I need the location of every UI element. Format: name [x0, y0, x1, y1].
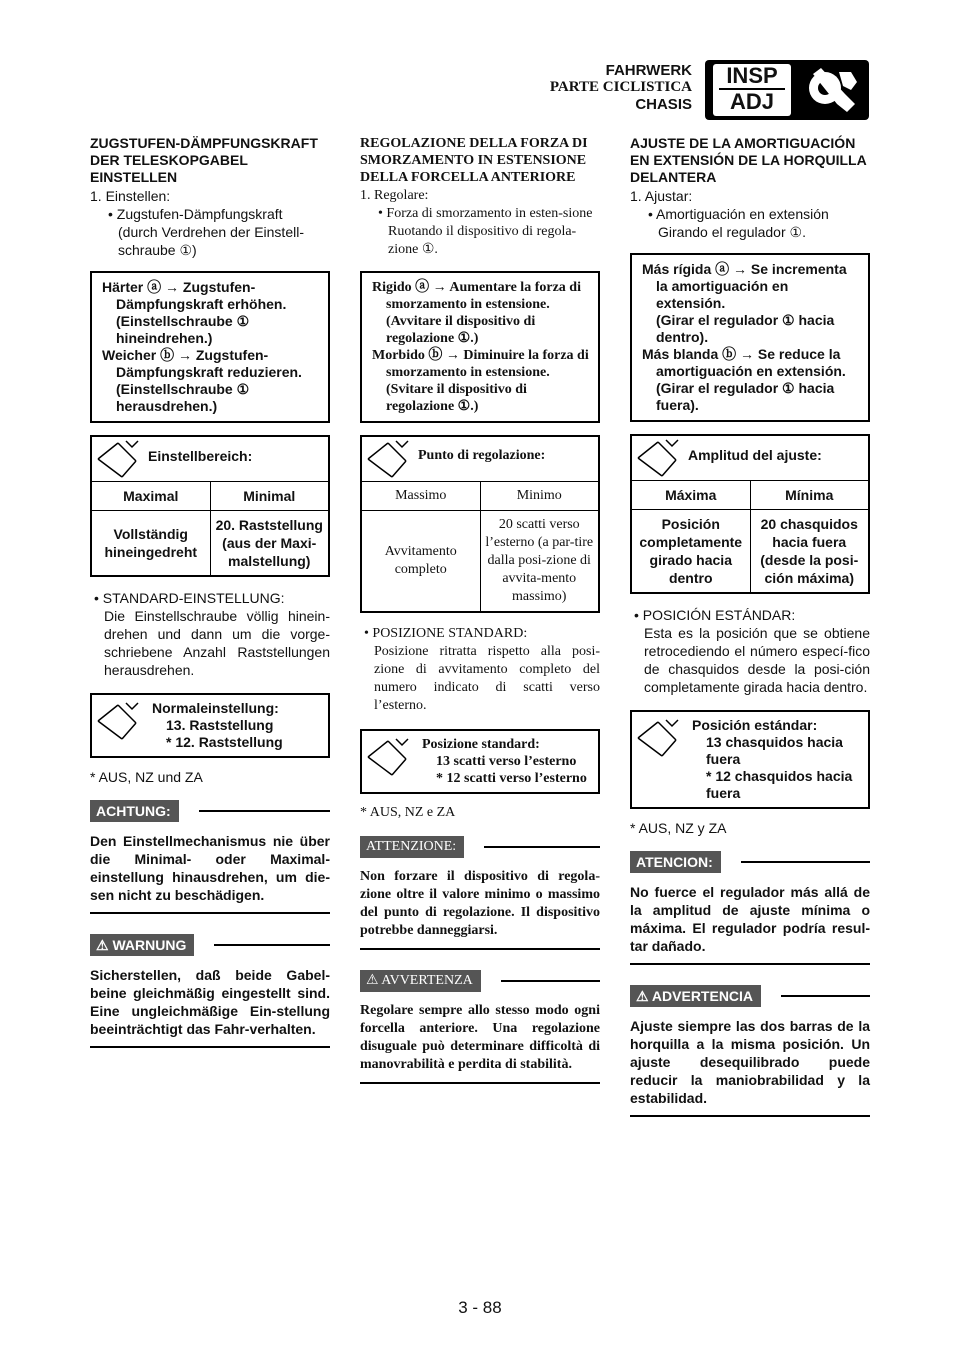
min-value: 20 scatti verso l’esterno (a par-tire dalla posi-zione di avvita-mento massimo)	[485, 517, 594, 604]
page-number: 3 - 88	[458, 1298, 502, 1317]
range-label: Amplitud del ajuste:	[688, 447, 822, 463]
caution-label: ACHTUNG:	[90, 800, 179, 822]
warning-label: ⚠ AVVERTENZA	[360, 970, 481, 992]
warning-label-row	[90, 934, 330, 956]
spec-icon	[632, 436, 688, 480]
spec-icon	[362, 437, 418, 481]
col-max-header: Máxima	[632, 481, 751, 509]
warning-text: Sicherstellen, daß beide Gabel-beine gleichmäßig eingestellt sind. Eine ungleichmäßige Ein-stellung beeinträchtigt das Fahr-verhalten.	[90, 967, 330, 1037]
spec-icon	[92, 695, 148, 756]
box-line: Härter ⓐ → Zugstufen-Dämpfungskraft erhöhen.	[102, 279, 287, 312]
range-table	[360, 435, 600, 613]
max-value: Avvitamento completo	[362, 511, 481, 611]
note-line: Normaleinstellung:	[152, 700, 279, 716]
section-titles	[550, 62, 692, 113]
warning-triangle-icon: ⚠	[366, 973, 382, 988]
caution-label: ATTENZIONE:	[360, 836, 464, 858]
bullet-detail: Girando el regulador ①.	[658, 224, 806, 240]
spec-icon	[92, 437, 148, 481]
col-max-header: Maximal	[92, 482, 211, 510]
bullet-item: • Zugstufen-Dämpfungskraft	[108, 206, 283, 222]
standard-setting-box	[360, 729, 600, 794]
standard-bullet: • POSICIÓN ESTÁNDAR:	[634, 607, 796, 623]
note-line: Posición estándar:	[692, 717, 818, 733]
box-line: Más blanda ⓑ → Se reduce la amortiguación en extensión.	[642, 346, 846, 379]
box-line: (Girar el regulador ① hacia fuera).	[656, 380, 835, 413]
box-line: (Einstellschraube ① hineindrehen.)	[116, 313, 250, 346]
note-line: 13 chasquidos hacia fuera	[706, 734, 843, 767]
box-line: (Avvitare il dispositivo di regolazione ①.)	[386, 314, 536, 346]
caution-label: ATENCION:	[630, 851, 721, 873]
bullet-item: • Forza di smorzamento in esten-sione	[378, 206, 593, 221]
column-it	[360, 135, 600, 1084]
column-de	[90, 135, 330, 1048]
market-note: * AUS, NZ e ZA	[360, 805, 456, 820]
section-title-es: CHASIS	[635, 96, 692, 113]
box-line: Más rígida ⓐ → Se incrementa la amortiguación en extensión.	[642, 261, 847, 311]
adjust-direction-box	[90, 271, 330, 423]
adjust-direction-box	[360, 271, 600, 423]
column-es	[630, 135, 870, 1117]
warning-label: ⚠ WARNUNG	[90, 934, 194, 956]
range-label: Punto di regolazione:	[418, 448, 546, 463]
badge-top-label: INSP	[719, 64, 785, 90]
max-value: Vollständig hineingedreht	[92, 511, 211, 575]
note-line: * 12 scatti verso l’esterno	[436, 771, 587, 786]
step-1: 1. Ajustar:	[630, 188, 693, 204]
note-line: Posizione standard:	[422, 737, 540, 752]
bullet-item: • Amortiguación en extensión	[648, 206, 829, 222]
col-min-header: Minimal	[243, 488, 296, 504]
standard-bullet: • STANDARD-EINSTELLUNG:	[94, 590, 285, 606]
box-line: (Svitare il dispositivo di regolazione ①.)	[386, 382, 527, 414]
heading-es: AJUSTE DE LA AMORTIGUACIÓN EN EXTENSIÓN DE LA HORQUILLA DELANTERA	[630, 135, 867, 185]
standard-bullet: • POSIZIONE STANDARD:	[364, 626, 528, 641]
min-value: 20 chasquidos hacia fuera (desde la posi-ción máxima)	[760, 516, 859, 586]
standard-setting-box	[630, 710, 870, 809]
bullet-detail: Ruotando il dispositivo di regola-zione ①.	[388, 224, 577, 257]
market-note: * AUS, NZ y ZA	[630, 820, 727, 836]
heading-de: ZUGSTUFEN-DÄMPFUNGSKRAFT DER TELESKOPGABEL EINSTELLEN	[90, 135, 318, 185]
warning-triangle-icon: ⚠	[636, 988, 652, 1004]
col-max-header: Massimo	[362, 482, 481, 510]
warning-text: Ajuste siempre las dos barras de la horquilla a la misma posición. Un ajuste desequilibrado puede reducir la maniobrabilidad y la estabilidad.	[630, 1018, 870, 1106]
warning-label-row	[360, 970, 600, 992]
bullet-detail: (durch Verdrehen der Einstell-schraube ①)	[118, 224, 304, 258]
badge-bottom-label: ADJ	[729, 89, 774, 114]
step-1: 1. Einstellen:	[90, 188, 171, 204]
heading-it: REGOLAZIONE DELLA FORZA DI SMORZAMENTO IN ESTENSIONE DELLA FORCELLA ANTERIORE	[360, 136, 588, 185]
note-line: * 12 chasquidos hacia fuera	[706, 768, 853, 801]
note-line: 13. Raststellung	[166, 717, 274, 733]
caution-label-row	[630, 851, 870, 873]
warning-label-row	[630, 985, 870, 1007]
standard-text: Posizione ritratta rispetto alla posi-zione di avvitamento completo del numero indicato di scatti verso l’esterno.	[374, 644, 600, 713]
max-value: Posición completamente girado hacia dentro	[632, 510, 751, 592]
col-min-header: Minimo	[516, 488, 562, 503]
box-line: (Girar el regulador ① hacia dentro).	[656, 312, 835, 345]
box-line: Weicher ⓑ → Zugstufen-Dämpfungskraft reduzieren.	[102, 347, 302, 380]
caution-label-row	[90, 800, 330, 822]
range-table	[90, 435, 330, 577]
caution-text: Non forzare il dispositivo di regola-zione oltre il valore minimo o massimo del punto di regolazione. Il dispositivo potrebbe danneggiarsi.	[360, 869, 600, 938]
box-line: Morbido ⓑ → Diminuire la forza di smorzamento in estensione.	[372, 348, 589, 380]
spec-icon	[362, 731, 418, 792]
wrench-icon	[799, 64, 863, 116]
insp-adj-badge	[705, 60, 869, 120]
box-line: (Einstellschraube ① herausdrehen.)	[116, 381, 250, 414]
note-line: 13 scatti verso l’esterno	[436, 754, 577, 769]
warning-triangle-icon: ⚠	[96, 937, 113, 953]
section-title-de: FAHRWERK	[605, 62, 692, 79]
step-1: 1. Regolare:	[360, 188, 429, 203]
range-table	[630, 434, 870, 594]
caution-text: No fuerce el regulador más allá de la amplitud de ajuste mínima o máxima. El regulador podría resul-tar dañado.	[630, 884, 870, 954]
min-value: 20. Raststellung (aus der Maxi-malstellung)	[215, 517, 323, 569]
note-line: * 12. Raststellung	[166, 734, 283, 750]
box-line: Rigido ⓐ → Aumentare la forza di smorzamento in estensione.	[372, 280, 581, 312]
section-title-it: PARTE CICLISTICA	[549, 79, 692, 95]
market-note: * AUS, NZ und ZA	[90, 769, 203, 785]
standard-text: Die Einstellschraube völlig hinein-drehen und dann um die vorge-schriebene Anzahl Raststellungen herausdrehen.	[104, 608, 330, 678]
range-label: Einstellbereich:	[148, 448, 253, 464]
col-min-header: Mínima	[785, 487, 834, 503]
warning-label: ⚠ ADVERTENCIA	[630, 985, 761, 1007]
standard-text: Esta es la posición que se obtiene retrocediendo el número especí-fico de chasquidos desde la posi-ción completamente girada hacia dentro.	[644, 625, 870, 695]
caution-label-row	[360, 836, 600, 858]
spec-icon	[632, 712, 688, 807]
caution-text: Den Einstellmechanismus nie über die Minimal- oder Maximal-einstellung hinausdrehen, um die-sen nicht zu beschädigen.	[90, 833, 330, 903]
standard-setting-box	[90, 693, 330, 758]
warning-text: Regolare sempre allo stesso modo ogni forcella anteriore. Una regolazione disuguale può determinare difficoltà di manovrabilità e perdita di stabilità.	[360, 1003, 600, 1072]
adjust-direction-box	[630, 253, 870, 422]
